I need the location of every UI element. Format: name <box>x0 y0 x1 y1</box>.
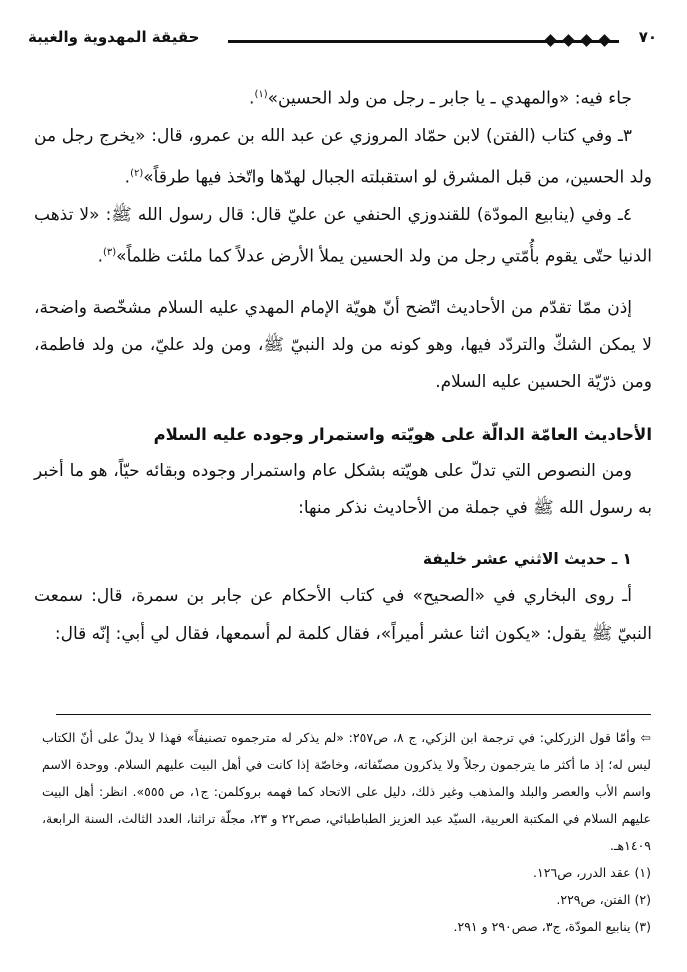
paragraph-text: جاء فيه: «والمهدي ـ يا جابر ـ رجل من ولد الحسين» <box>267 88 632 109</box>
main-text <box>34 76 652 653</box>
header-diamond-ornament <box>544 34 557 47</box>
header-diamond-ornament <box>598 34 611 47</box>
paragraph: جاء فيه: «والمهدي ـ يا جابر ـ رجل من ولد الحسين»$^{(١)}$. <box>249 88 632 109</box>
footnote-ref: (٢) <box>130 168 144 180</box>
paragraph: ومن النصوص التي تدلّ على هويّته بشكل عام واستمرار وجوده وبقائه حيّاً، هو ما أخبر به رسول الله ﷺ في جملة من الأحاديث نذكر منها: <box>34 460 652 518</box>
footnote-separator <box>56 714 651 715</box>
page-header <box>28 26 657 52</box>
section-heading: الأحاديث العامّة الدالّة على هويّته واستمرار وجوده عليه السلام <box>153 424 652 444</box>
paragraph: أـ روى البخاري في «الصحيح» في كتاب الأحكام عن جابر بن سمرة، قال: سمعت النبيّ ﷺ يقول: «يكون اثنا عشر أميراً»، فقال كلمة لم أسمعها، فقال لي أبي: إنّه قال: <box>34 586 652 644</box>
header-rule <box>228 40 619 43</box>
paragraph: إذن ممّا تقدّم من الأحاديث اتّضح أنّ هويّة الإمام المهدي عليه السلام مشخّصة واضحة، لا يمكن الشكّ والتردّد فيها، وهو كونه من ولد النبيّ ﷺ، ومن ولد عليّ، من ولد فاطمة، ومن ذرّيّة الحسين عليه السلام. <box>34 297 652 393</box>
footnote-ref: (١) <box>254 89 268 100</box>
paragraph-text: ٣ـ وفي كتاب (الفتن) لابن حمّاد المروزي عن عبد الله بن عمرو، قال: «يخرج رجل من ولد الحسين، من قبل المشرق لو استقبلته الجبال لهدّها واتّخذ فيها طرقاً» <box>34 125 652 188</box>
paragraph: ٤ـ وفي (ينابيع المودّة) للقندوزي الحنفي عن عليّ قال: قال رسول الله ﷺ: «لا تذهب الدنيا حتّى يقوم بأُمّتي رجل من ولد الحسين يملأ الأرض عدلاً كما ملئت ظلماً»$^{(٣)}$. <box>34 204 652 267</box>
paragraph: ٣ـ وفي كتاب (الفتن) لابن حمّاد المروزي عن عبد الله بن عمرو، قال: «يخرج رجل من ولد الحسين، من قبل المشرق لو استقبلته الجبال لهدّها واتّخذ فيها طرقاً»$^{(٢)}$. <box>34 125 652 188</box>
footnote-continuation <box>42 724 651 859</box>
footnote-item: (٢) الفتن، ص٢٢٩. <box>556 892 651 907</box>
page-number: ٧٠ <box>638 28 657 46</box>
sub-heading: ١ ـ حديث الاثني عشر خليفة <box>422 550 632 569</box>
footnote-ref: (٣) <box>102 247 117 259</box>
footnote-text: وأمّا قول الزركلي: في ترجمة ابن الزكي، ج ٨، ص٢٥٧: «لم يذكر له مترجموه تصنيفاً» فهذا لا يدلّ على أنّ الكتاب ليس له؛ إذ ما أكثر ما يترجمون رجلاً ولا يذكرون مصنّفاته، وخاصّة إذا كانت في أهل البيت عليهم السلام. ووحدة الاسم واسم الأب والعصر والبلد والمذهب وغير ذلك، دليل على الاتحاد كما فهمه بروكلمن: ج١، ص ٥٥٥». انظر: أهل البيت عليهم السلام في المكتبة العربية، السيّد عبد العزيز الطباطبائي، صص٢٢ و ٢٣، مجلّة تراثنا، العدد الثالث، السنة الرابعة، ١٤٠٩هـ. <box>42 730 652 853</box>
header-diamond-ornament <box>580 34 593 47</box>
footnote-item: (٣) ينابيع المودّة، ج٣، صص٢٩٠ و ٢٩١. <box>453 919 651 934</box>
paragraph-text: ٤ـ وفي (ينابيع المودّة) للقندوزي الحنفي عن عليّ قال: قال رسول الله ﷺ: «لا تذهب الدنيا حتّى يقوم بأُمّتي رجل من ولد الحسين يملأ الأرض عدلاً كما ملئت ظلماً» <box>34 204 652 267</box>
continuation-arrow-icon: ⇦ <box>640 730 651 745</box>
footnotes <box>42 724 651 940</box>
running-title: حقيقة المهدوية والغيبة <box>28 28 200 46</box>
header-diamond-ornament <box>562 34 575 47</box>
footnote-item: (١) عقد الدرر، ص١٢٦. <box>533 865 651 880</box>
